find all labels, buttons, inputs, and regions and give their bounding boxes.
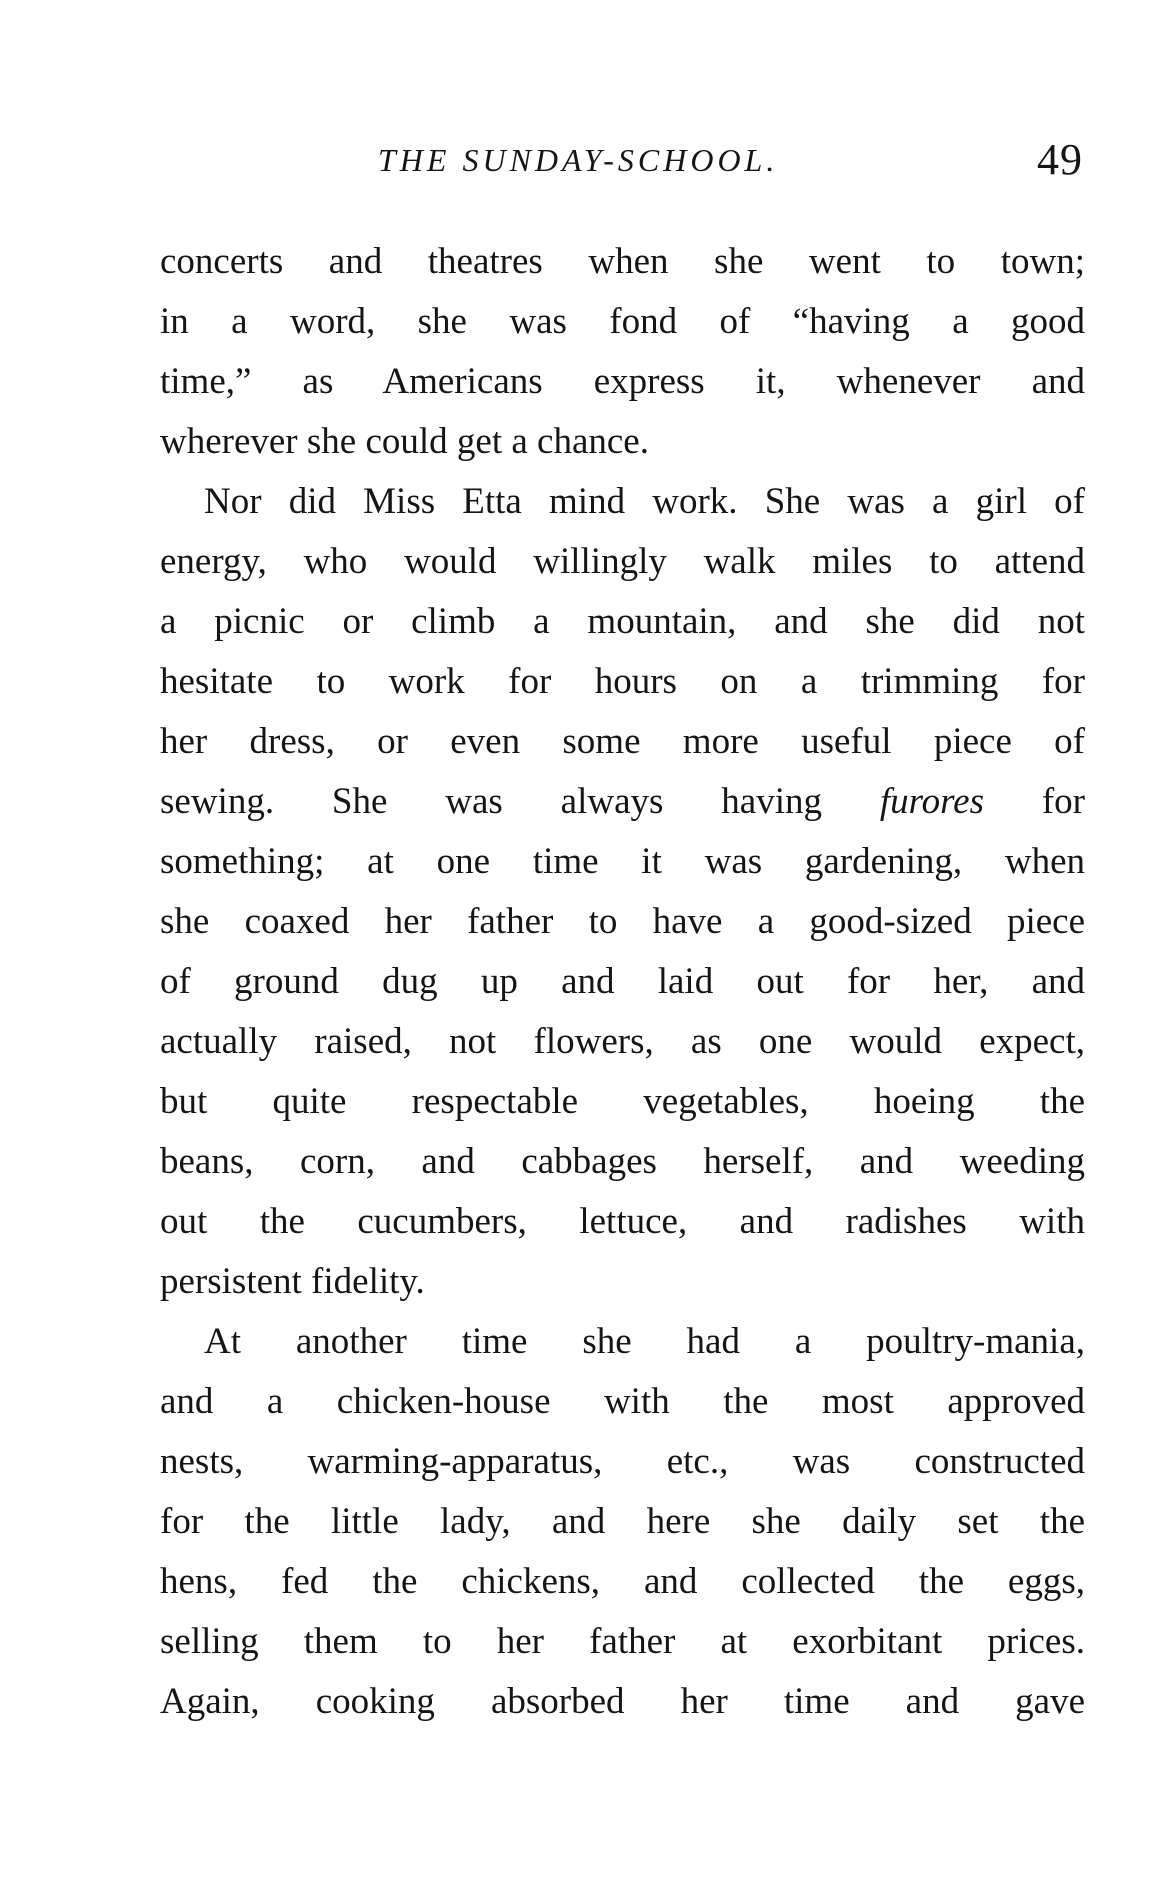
running-title: THE SUNDAY-SCHOOL. — [378, 142, 779, 178]
paragraph-first-line: At another time she had a poultry-mania, — [204, 1321, 1085, 1362]
text-line: time,” as Americans express it, whenever and — [160, 361, 1085, 402]
text-line: selling them to her father at exorbitant prices. — [160, 1621, 1085, 1662]
italic-word: furores — [879, 781, 984, 822]
page-number: 49 — [1037, 135, 1083, 184]
text-line: a picnic or climb a mountain, and she did not — [160, 601, 1085, 642]
line-segment: sewing. She was always having — [160, 781, 822, 822]
text-line: hens, fed the chickens, and collected the eggs, — [160, 1561, 1085, 1602]
text-line: for the little lady, and here she daily set the — [160, 1501, 1085, 1542]
body-text — [160, 232, 1085, 1732]
text-line: in a word, she was fond of “having a good — [160, 301, 1085, 342]
text-line: energy, who would willingly walk miles to attend — [160, 541, 1085, 582]
text-line: persistent fidelity. — [160, 1261, 425, 1302]
text-line: but quite respectable vegetables, hoeing the — [160, 1081, 1085, 1122]
text-line: wherever she could get a chance. — [160, 421, 649, 462]
running-head — [160, 135, 1085, 198]
text-line: she coaxed her father to have a good-sized piece — [160, 901, 1085, 942]
text-line: actually raised, not flowers, as one would expect, — [160, 1021, 1085, 1062]
text-line: something; at one time it was gardening, when — [160, 841, 1085, 882]
text-line: nests, warming-apparatus, etc., was constructed — [160, 1441, 1085, 1482]
text-line: her dress, or even some more useful piece of — [160, 721, 1085, 762]
text-line: hesitate to work for hours on a trimming for — [160, 661, 1085, 702]
text-line: beans, corn, and cabbages herself, and weeding — [160, 1141, 1085, 1182]
text-line: out the cucumbers, lettuce, and radishes with — [160, 1201, 1085, 1242]
text-line-with-italic — [160, 772, 1085, 832]
text-line: of ground dug up and laid out for her, and — [160, 961, 1085, 1002]
paragraph-first-line: Nor did Miss Etta mind work. She was a girl of — [204, 481, 1085, 522]
text-line: concerts and theatres when she went to town; — [160, 241, 1085, 282]
line-segment: for — [1041, 781, 1085, 822]
text-line: and a chicken-house with the most approved — [160, 1381, 1085, 1422]
text-line: Again, cooking absorbed her time and gave — [160, 1681, 1085, 1722]
